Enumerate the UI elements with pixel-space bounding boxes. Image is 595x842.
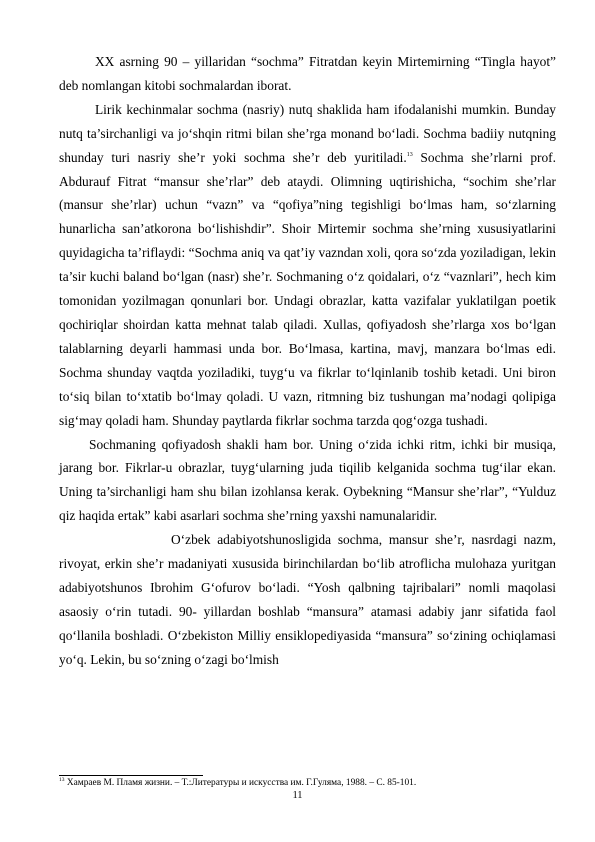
paragraph-2 <box>59 98 556 433</box>
body-text <box>59 50 556 672</box>
paragraph-1 <box>59 50 556 98</box>
footnote <box>59 777 556 789</box>
footnote-mark: 13 <box>59 777 65 783</box>
paragraph-4 <box>59 528 556 671</box>
footnote-text: Хамраев М. Пламя жизни. – Т.:Литературы и искусства им. Г.Гуляма, 1988. – С. 85-101. <box>64 778 417 788</box>
page-number: 11 <box>292 790 303 801</box>
footnote-separator <box>59 775 203 776</box>
paragraph-2-text-start: Lirik kechinmalar sochma (nasriy) nutq shaklida ham ifodalanishi mumkin. Bunday nutq ta’sirchanligi va jo‘shqin ritmi bilan she’rga monand bo‘ladi. Sochma badiiy nutqning shunday turi nasriy she’r yoki sochma she’r deb yuritiladi. <box>59 101 556 165</box>
footnote-reference[interactable]: 13 <box>406 151 413 158</box>
paragraph-4-text: O‘zbek adabiyotshunosligida sochma, mansur she’r, nasrdagi nazm, rivoyat, erkin she’r madaniyati xususida birinchilardan bo‘lib atroflicha mulohaza yuritgan adabiyotshunos Ibrohim G‘ofurov bo‘ladi. “Yosh qalbning tajribalari” nomli maqolasi asaosiy o‘rin tutadi. 90- yillardan boshlab “mansura” atamasi adabiy janr sifatida faol qo‘llanila boshladi. O‘zbekiston Milliy ensiklopediyasida “mansura” so‘zining ochiqlamasi yo‘q. Lekin, bu so‘zning o‘zagi bo‘lmish <box>59 532 556 667</box>
paragraph-1-text: XX asrning 90 – yillaridan “sochma” Fitratdan keyin Mirtemirning “Tingla hayot” deb nomlangan kitobi sochmalardan iborat. <box>59 54 556 93</box>
paragraph-2-text-end: Sochma she’rlarni prof. Abdurauf Fitrat “mansur she’rlar” deb ataydi. Olimning uqtirishicha, “sochim she’rlar (mansur she’rlar) uchun “vazn” va “qofiya”ning tegishligi bo‘lmas ham, so‘zlarning hunarlicha san’atkorona bo‘lishishdir”. Shoir Mirtemir sochma she’rning xususiyatlarini quyidagicha ta’riflaydi: “Sochma aniq va qat’iy vazndan xoli, qora so‘zda yoziladigan, lekin ta’sir kuchi baland bo‘lgan (nasr) she’r. Sochmaning o‘z qoidalari, o‘z “vaznlari”, hech kim tomonidan yozilmagan qonunlari bor. Undagi obrazlar, katta vazifalar yuklatilgan poetik qochiriqlar shoirdan katta mehnat talab qiladi. Xullas, qofiyadosh she’rlarga xos bo‘lgan talablarning deyarli hammasi unda bor. Bo‘lmasa, kartina, mavj, manzara bo‘lmas edi. Sochma shunday vaqtda yoziladiki, tuyg‘u va fikrlar to‘lqinlanib toshib ketadi. Uni biron to‘siq bilan to‘xtatib bo‘lmay qoladi. U vazn, ritmning biz tushungan ma’nodagi qolipiga sig‘may qoladi ham. Shunday paytlarda fikrlar sochma tarzda qog‘ozga tushadi. <box>59 149 556 428</box>
paragraph-3-text: Sochmaning qofiyadosh shakli ham bor. Uning o‘zida ichki ritm, ichki bir musiqa, jarang bor. Fikrlar-u obrazlar, tuyg‘ularning juda tiqilib kelganida sochma tug‘ilar ekan. Uning ta’sirchanligi ham shu bilan izohlansa kerak. Oybekning “Mansur she’rlar”, “Yulduz qiz haqida ertak” kabi asarlari sochma she’rning yaxshi namunalaridir. <box>59 436 556 524</box>
paragraph-3 <box>59 433 556 529</box>
